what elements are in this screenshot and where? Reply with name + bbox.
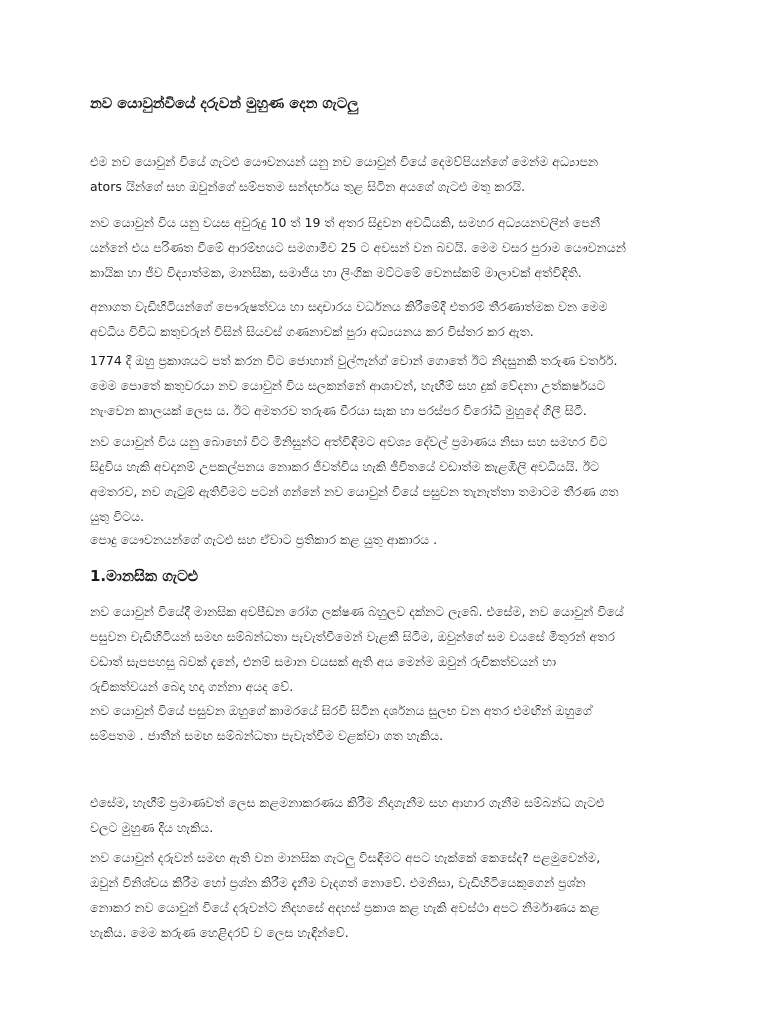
paragraph-age-definition: නව යොවුන් විය යනු වයස අවුරුදු 10 ත් 19 ත් අතර සිදුවන අවධියකි, සමහර අධ්‍යයනවලින් පෙනී යන්නේ එය පරිණත වීමේ ආරම්භයට සමගාමීව 25 ට අවසන් වන බවයි. මෙම වසර පුරාම යෞවනයන් කායික හා ජීව විද්‍යාත්මක, මානසික, සමාජීය හා ලිංගික මට්ටමේ වෙනස්කම් මාලාවක් අත්විඳිති. <box>90 215 626 280</box>
paragraph-common-problems: පොදු යෞවනයන්ගේ ගැටළු සහ ඒවාට ප්‍රතිකාර කළ යුතු ආකාරය . <box>90 532 438 547</box>
paragraph-solutions: නව යොවුන් දරුවන් සමඟ ඇති වන මානසික ගැටලු විසඳීමට අපට හැක්කේ කෙසේද? පළමුවෙන්ම, ඔවුන් විනිශ්චය කිරීම හෝ ප්‍රශ්න කිරීම දැනීම වැදගත් නොවේ. එමනිසා, වැඩිහිටියෙකුගෙන් ප්‍රශ්න නොකර නව යොවුන් වියේ දරුවන්ට නිදහසේ අදහස් ප්‍රකාශ කළ හැකි අවස්ථා අපට නිර්මාණය කළ හැකිය. මෙම කරුණ හෙළිදරව් ව ලෙස හැඳින්වේ. <box>90 850 601 940</box>
paragraph-turbulent-stage: නව යොවුන් විය යනු බොහෝ විට මිනිසුන්ට අත්විඳීමට අවශ්‍ය දේවල් ප්‍රමාණය නිසා සහ සමහර විට සිදුවිය හැකි අවදානම් උපකල්පනය නොකර ජීවත්විය හැකි ජීවිතයේ වඩාත්ම කැළඹිලි අවධියයි. ඊට අමතරව, නව ගැටුම් ඇතිවීමට පටන් ගන්නේ නව යොවුන් වියේ පසුවන තැනැත්තා තමාටම තීරණ ගත යුතු විටය. <box>90 434 619 524</box>
paragraph-werther-example: 1774 දී ඔහු ප්‍රකාශයට පත් කරන විට ජොහාන් වුල්ෆැන්ග් වොන් ගොතේ ඊට නිදසුනකි තරුණ වර්තර්. මෙම පොතේ කතුවරයා නව යොවුන් විය සලකන්නේ ආශාවන්, හැඟීම් සහ දුක් වේදනා උත්කර්ෂයට නැංවෙන කාලයක් ලෙස ය. ඊට අමතරව තරුණ වීරයා සැක හා පරස්පර විරෝධී මුහුදේ ගිලී සිටී. <box>90 353 618 418</box>
section-heading-mental-problems: 1.මානසික ගැටළු <box>90 567 199 585</box>
document-title: නව යොවුන්වියේ දරුවන් මුහුණ දෙන ගැටලු <box>90 96 359 112</box>
paragraph-depression-symptoms: නව යොවුන් වියේදී මානසික අවපීඩන රෝග ලක්ෂණ බහුලව දක්නට ලැබේ. එසේම, නව යොවුන් වියේ පසුවන වැඩිහිටියන් සමඟ සම්බන්ධතා පැවැත්වීමෙන් වැළකී සිටීම, ඔවුන්ගේ සම වයසේ මිතුරන් අතර වඩාත් සැපපහසු බවක් දැනේ, එනම් සමාන වයසක් ඇති අය මෙන්ම ඔවුන් රුචිකත්වයන් හා රුචිකත්වයන් බෙදා හදා ගන්නා අයද වේ. <box>90 604 624 694</box>
paragraph-room-isolation: නව යොවුන් වියේ පසුවන ඔහුගේ කාමරයේ සිරවී සිටින දර්ශනය සුලභ වන අතර එමඟින් ඔහුගේ සම්පතම . ජාතීන් සමඟ සම්බන්ධතා පැවැත්වීම වළක්වා ගත හැකිය. <box>90 703 592 743</box>
paragraph-intro: එම නව යොවුන් වියේ ගැටළු යෞවනයන් යනු නව යොවුන් වියේ දෙමව්පියන්ගේ මෙන්ම අධ්‍යාපන ators යින්ගේ සහ ඔවුන්ගේ සම්පතම සන්දර්භය තුළ සිටින අයගේ ගැටළු මතු කරයි. <box>90 154 599 194</box>
paragraph-emotion-management: එසේම, හැඟීම් ප්‍රමාණවත් ලෙස කළමනාකරණය කිරීම නිදාගැනීම සහ ආහාර ගැනීම සම්බන්ධ ගැටළු වලට මුහුණ දිය හැකිය. <box>90 795 605 835</box>
paragraph-personality-development: අනාගත වැඩිහිටියන්ගේ පෞරුෂත්වය හා සදාචාරය වර්ධනය කිරීමේදී එතරම් තීරණාත්මක වන මෙම අවධිය විවිධ කතුවරුන් විසින් සියවස් ගණනාවක් පුරා අධ්‍යයනය කර විස්තර කර ඇත. <box>90 299 608 339</box>
